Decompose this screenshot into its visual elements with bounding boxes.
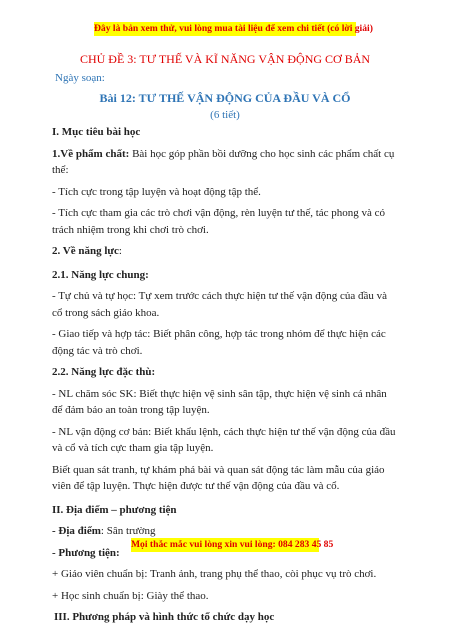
section-location-heading: II. Địa điểm – phương tiện [52, 503, 177, 516]
competence-heading-text: 2. Về năng lực [52, 245, 119, 257]
competence-heading [52, 243, 398, 260]
specific-competence-heading: 2.2. Năng lực đặc thù: [52, 366, 156, 378]
quality-text: Bài học góp phần bồi dưỡng cho học sinh các phẩm chất cụ thể: [52, 147, 395, 176]
quality-paragraph [52, 146, 398, 179]
specific-competence-paragraph: Biết quan sát tranh, tự khám phá bài và quan sát động tác làm mẫu của giáo viên để tập luyện. Thực hiện được tư thế vận động của đầu và cổ. [52, 463, 385, 492]
general-competence-heading: 2.1. Năng lực chung: [52, 268, 149, 281]
competence-heading-colon: : [118, 245, 122, 257]
section-methods-heading: III. Phương pháp và hình thức tổ chức dạy học [54, 611, 275, 623]
quality-item-2: - Tích cực tham gia các trò chơi vận động, rèn luyện tư thế, tác phong và có trách nhiệm trong khi chơi trò chơi. [52, 207, 386, 236]
topic-heading: CHỦ ĐỀ 3: TƯ THẾ VÀ KĨ NĂNG VẬN ĐỘNG CƠ BẢN [79, 52, 371, 66]
quality-label: 1.Về phẩm chất: [52, 147, 130, 160]
means-heading: - Phương tiện: [52, 546, 120, 559]
location-value: : Sân trường [100, 525, 156, 537]
location-label: - Địa điểm [52, 525, 101, 537]
means-item-teacher: + Giáo viên chuẩn bị: Tranh ảnh, trang phụ thể thao, còi phục vụ trò chơi. [52, 568, 377, 580]
general-competence-item-1: - Tự chủ và tự học: Tự xem trước cách thực hiện tư thế vận động của đầu và cổ trong sách giáo khoa. [52, 290, 388, 319]
general-competence-item-2: - Giao tiếp và hợp tác: Biết phân công, hợp tác trong nhóm để thực hiện các động tác và trò chơi. [52, 328, 386, 357]
section-objectives-heading: I. Mục tiêu bài học [52, 126, 141, 138]
lesson-periods: (6 tiết) [210, 109, 240, 121]
quality-item-1: - Tích cực trong tập luyện và hoạt động tập thể. [52, 185, 261, 198]
lesson-title: Bài 12: TƯ THẾ VẬN ĐỘNG CỦA ĐẦU VÀ CỔ [99, 91, 351, 105]
means-item-student: + Học sinh chuẩn bị: Giày thể thao. [52, 589, 209, 602]
specific-competence-item-2: - NL vận động cơ bản: Biết khẩu lệnh, cách thực hiện tư thế vận động của đầu và cổ và tích cực tham gia tập luyện. [52, 425, 396, 454]
date-label: Ngày soạn: [55, 72, 105, 84]
preview-notice-banner: Đây là bản xem thử, vui lòng mua tài liệu để xem chi tiết (có lời giải) [94, 23, 373, 34]
contact-footer-banner: Mọi thắc mắc vui lòng xin vui lòng: 084 283 45 85 [131, 539, 334, 550]
specific-competence-item-1: - NL chăm sóc SK: Biết thực hiện vệ sinh sân tập, thực hiện vệ sinh cá nhân để đảm bảo an toàn trong tập luyện. [52, 387, 387, 416]
